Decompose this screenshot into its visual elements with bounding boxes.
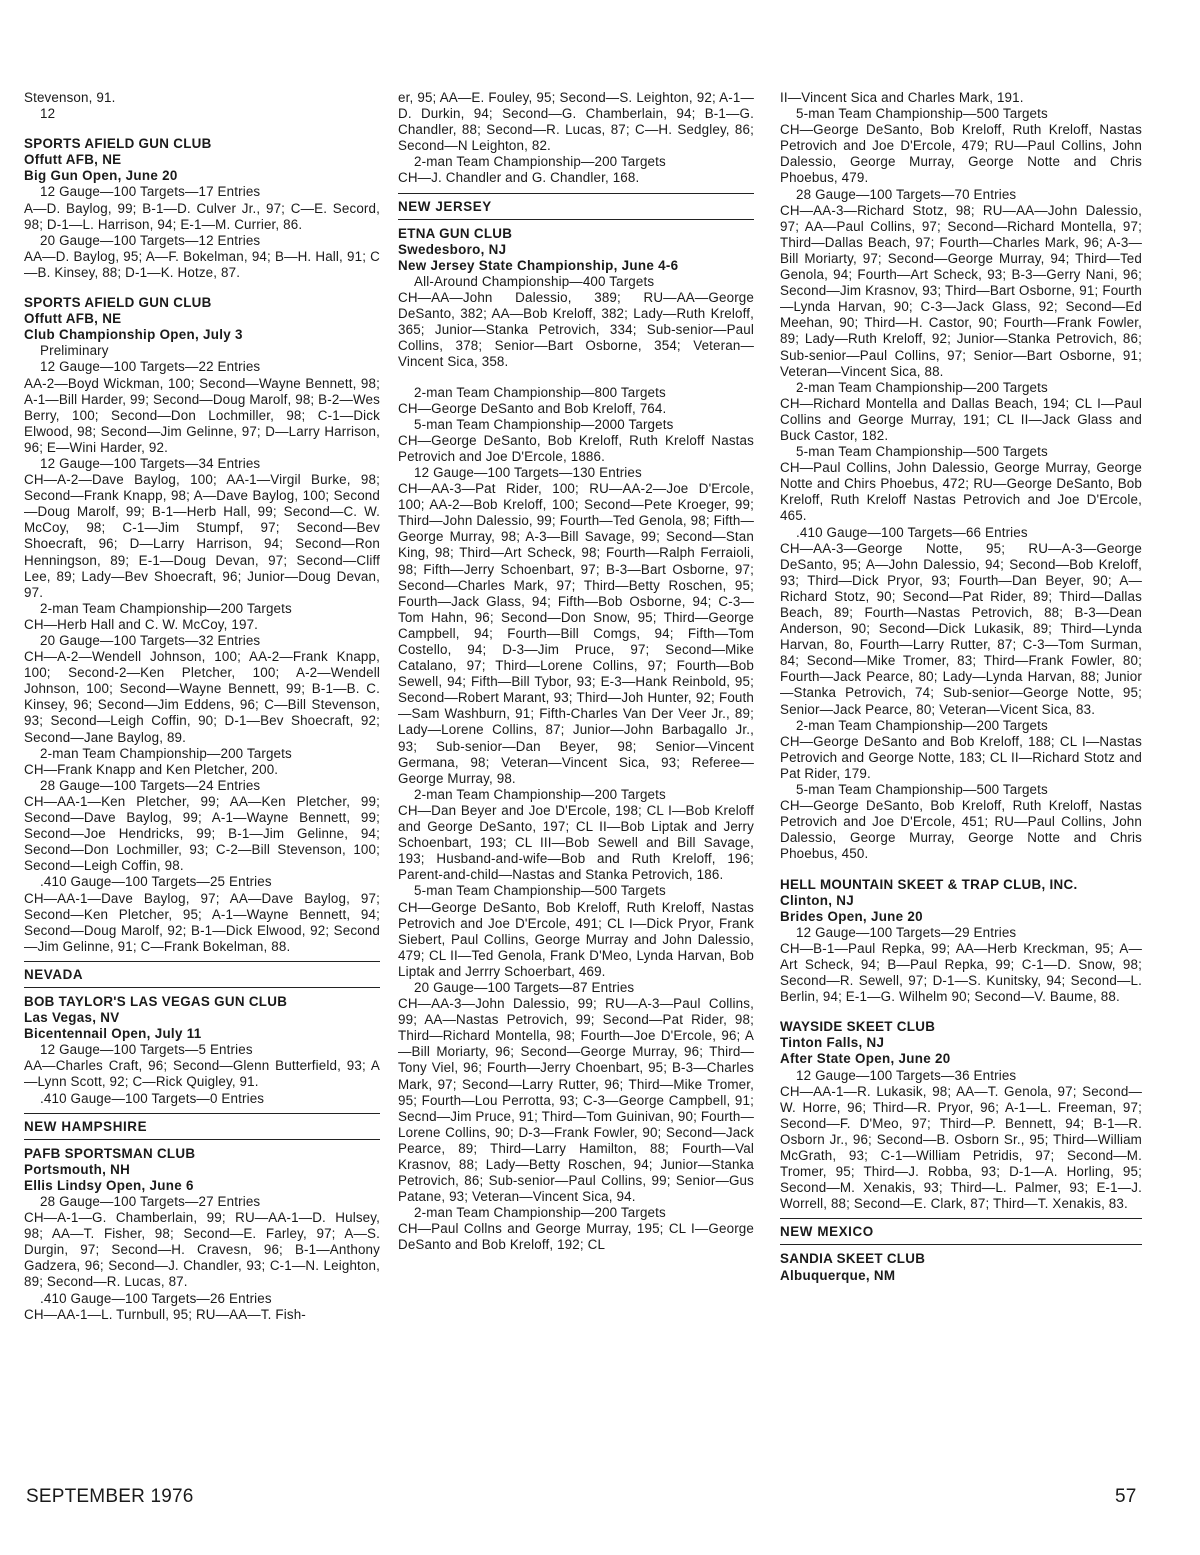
event-line: 5-man Team Championship—500 Targets bbox=[414, 883, 666, 899]
club-heading: Club Championship Open, July 3 bbox=[24, 327, 243, 343]
result-paragraph: CH—Paul Collins, John Dalessio, George Murray, George Notte and Chirs Phoebus, 472; RU—George DeSanto, Bob Kreloff, Ruth Kreloff Nastas Petrovich and Joe D'Ercole, 465. bbox=[780, 460, 1142, 524]
club-heading: WAYSIDE SKEET CLUB bbox=[780, 1019, 936, 1035]
event-line: 12 Gauge—100 Targets—34 Entries bbox=[40, 455, 261, 471]
result-paragraph: CH—AA-3—Richard Stotz, 98; RU—AA—John Dalessio, 97; AA—Paul Collins, 97; Second—Richard Montella, 97; Third—Dallas Beach, 97; Fourth—Charles Mark, 96; A-3—Bill Moriarty, 97; Second—George Murray, 94; Third—Ted Genola, 94; Fourth—Art Scheck, 93; B-3—Gerry Nani, 96; Second—Jim Krasnov, 93; Third—Bart Osborne, 91; Fourth—Lynda Harvan, 90; C-3—Jack Glass, 92; Second—Ed Meehan, 90; Third—H. Castor, 90; Fourth—Frank Fowler, 89; Lady—Ruth Kreloff, 92; Junior—Stanka Petrovich, 86; Sub-senior—Paul Collins, 97; Senior—Bart Osborne, 91; Veteran—Vincent Sica, 88. bbox=[780, 202, 1142, 379]
footer-date: SEPTEMBER 1976 bbox=[26, 1486, 194, 1507]
event-line: 12 Gauge—100 Targets—22 Entries bbox=[40, 359, 261, 375]
event-line: All-Around Championship—400 Targets bbox=[414, 273, 655, 289]
column-3 bbox=[780, 90, 1142, 1284]
club-heading: Clinton, NJ bbox=[780, 892, 854, 908]
result-paragraph: CH—AA-3—George Notte, 95; RU—A-3—George DeSanto, 95; A—John Dalessio, 94; Second—Bob Kreloff, 93; Third—Dick Pryor, 93; Fourth—Dan Beyer, 90; A—Richard Stotz, 90; Second—Pat Rider, 89; Third—Dallas Beach, 89; Fourth—Nastas Petrovich, 88; B-3—Dean Anderson, 90; Second—Dick Lukasik, 89; Third—Lynda Harvan, 8о, Fourth—Larry Rutter, 87; C-3—Tom Surman, 84; Second—Mike Tromer, 83; Third—Frank Fowler, 80; Fourth—Jack Pearce, 80; Lady—Lynda Harvan, 88; Junior—Stanka Petrovich, 74; Sub-senior—George Notte, 95; Senior—Jack Pearce, 80; Veteran—Vicent Sica, 83. bbox=[780, 540, 1142, 717]
result-paragraph: CH—AA—John Dalessio, 389; RU—AA—George DeSanto, 382; AA—Bob Kreloff, 382; Lady—Ruth Kreloff, 365; Junior—Stanka Petrovich, 334; Sub-senior—Paul Collins, 378; Senior—Bart Osborne, 354; Veteran—Vincent Sica, 358. bbox=[398, 290, 754, 370]
event-line: 28 Gauge—100 Targets—70 Entries bbox=[796, 186, 1017, 202]
result-paragraph: A—D. Baylog, 99; B-1—D. Culver Jr., 97; C—E. Secord, 98; D-1—L. Harrison, 94; E-1—M. Currier, 86. bbox=[24, 200, 380, 232]
result-paragraph: AA—D. Baylog, 95; A—F. Bokelman, 94; B—H. Hall, 91; C—B. Kinsey, 88; D-1—K. Hotze, 87. bbox=[24, 248, 380, 280]
event-line: 12 Gauge—100 Targets—29 Entries bbox=[796, 924, 1017, 940]
event-line: 2-man Team Championship—200 Targets bbox=[414, 786, 666, 802]
column-1 bbox=[24, 90, 380, 1323]
club-heading: Bicentennail Open, July 11 bbox=[24, 1026, 202, 1042]
event-line: .410 Gauge—100 Targets—25 Entries bbox=[40, 874, 272, 890]
club-heading: SPORTS AFIELD GUN CLUB bbox=[24, 295, 212, 311]
club-heading: Swedesboro, NJ bbox=[398, 241, 507, 257]
club-heading: PAFB SPORTSMAN CLUB bbox=[24, 1145, 196, 1161]
event-line: 2-man Team Championship—200 Targets bbox=[796, 717, 1048, 733]
result-paragraph: CH—George DeSanto and Bob Kreloff, 188; CL I—Nastas Petrovich and George Notte, 183; CL II—Richard Stotz and Pat Rider, 179. bbox=[780, 733, 1142, 781]
club-heading: New Jersey State Championship, June 4-6 bbox=[398, 257, 679, 273]
club-heading: BOB TAYLOR'S LAS VEGAS GUN CLUB bbox=[24, 993, 288, 1009]
club-heading: Big Gun Open, June 20 bbox=[24, 168, 178, 184]
event-line: .410 Gauge—100 Targets—26 Entries bbox=[40, 1290, 272, 1306]
result-paragraph: Stevenson, 91. bbox=[24, 90, 116, 105]
result-paragraph: CH—AA-3—Pat Rider, 100; RU—AA-2—Joe D'Ercole, 100; AA-2—Bob Kreloff, 100; Second—Pete Kroeger, 99; Third—John Dalessio, 99; Fourth—Ted Genola, 98; Fifth—George Murray, 98; A-3—Bill Savage, 99; Second—Stan King, 98; Third—Art Scheck, 98; Fourth—Ralph Ferraioli, 98; Fifth—Jerry Schoenbart, 97; B-3—Bart Osborne, 97; Second—Charles Mark, 97; Third—Betty Roschen, 95; Fourth—Jack Glass, 94; Fifth—Bob Osborne, 94; C-3—Tom Hahn, 96; Second—Don Snow, 95; Third—George Campbell, 94; Fourth—Bill Comgs, 94; Fifth—Tom Costello, 94; D-3—Jim Pruce, 97; Second—Mike Catalano, 97; Third—Lorene Collins, 97; Fourth—Bob Sewell, 94; Fifth—Bill Tybor, 93; E-3—Hank Reinbold, 95; Second—Robert Marant, 93; Third—Joh Hunter, 92; Fouth—Sam Washburn, 91; Fifth-Charles Van Der Veer Jr., 89; Lady—Lorene Collins, 87; Junior—John Barbagallo Jr., 93; Sub-senior—Dan Beyer, 98; Senior—Vincent Germana, 98; Veteran—Vincent Sica, 93; Referee—George Murray, 98. bbox=[398, 481, 754, 786]
result-paragraph: CH—Frank Knapp and Ken Pletcher, 200. bbox=[24, 761, 279, 777]
spacer bbox=[398, 371, 754, 385]
club-heading: SANDIA SKEET CLUB bbox=[780, 1251, 926, 1267]
event-line: 12 Gauge—100 Targets—36 Entries bbox=[796, 1067, 1017, 1083]
event-line: 5-man Team Championship—500 Targets bbox=[796, 782, 1048, 798]
state-heading: NEW JERSEY bbox=[398, 193, 754, 220]
result-paragraph: CH—A-2—Wendell Johnson, 100; AA-2—Frank Knapp, 100; Second-2—Ken Pletcher, 100; A-2—Wendell Johnson, 100; Second—Wayne Bennett, 99; B-1—B. C. Kinsey, 96; Second—Jim Eddens, 96; C—Bill Stevenson, 93; Second—Leigh Coffin, 90; D-1—Bev Shoecraft, 92; Second—Jane Baylog, 89. bbox=[24, 649, 380, 745]
result-paragraph: CH—Paul Collns and George Murray, 195; CL I—George DeSanto and Bob Kreloff, 192; CL bbox=[398, 1221, 754, 1253]
result-paragraph: CH—Herb Hall and C. W. McCoy, 197. bbox=[24, 616, 259, 632]
result-paragraph: CH—J. Chandler and G. Chandler, 168. bbox=[398, 170, 640, 186]
result-paragraph: CH—George DeSanto, Bob Kreloff, Ruth Kreloff Nastas Petrovich and Joe D'Ercole, 1886. bbox=[398, 432, 754, 464]
event-line: 12 bbox=[40, 106, 56, 122]
result-paragraph: CH—George DeSanto and Bob Kreloff, 764. bbox=[398, 400, 667, 416]
event-line: .410 Gauge—100 Targets—66 Entries bbox=[796, 524, 1028, 540]
event-line: 12 Gauge—100 Targets—5 Entries bbox=[40, 1042, 253, 1058]
result-paragraph: AA-2—Boyd Wickman, 100; Second—Wayne Bennett, 98; A-1—Bill Harder, 99; Second—Doug Marolf, 98; B-2—Wes Berry, 100; Second—Don Lochmiller, 98; C-1—Dick Elwood, 98; Second—Jim Gelinne, 97; D—Larry Harrison, 96; E—Wini Harder, 92. bbox=[24, 375, 380, 455]
event-line: 2-man Team Championship—200 Targets bbox=[40, 745, 292, 761]
state-heading: NEVADA bbox=[24, 961, 380, 988]
event-line: 5-man Team Championship—500 Targets bbox=[796, 106, 1048, 122]
club-heading: Portsmouth, NH bbox=[24, 1161, 131, 1177]
event-line: 2-man Team Championship—200 Targets bbox=[414, 154, 666, 170]
event-line: 12 Gauge—100 Targets—130 Entries bbox=[414, 464, 642, 480]
result-paragraph: CH—A-1—G. Chamberlain, 99; RU—AA-1—D. Hulsey, 98; AA—T. Fisher, 98; Second—E. Farley, 97; A—S. Durgin, 97; Second—H. Cravesn, 96; B-1—Anthony Gadzera, 96; Second—J. Chandler, 93; C-1—N. Leighton, 89; Second—R. Lucas, 87. bbox=[24, 1210, 380, 1290]
event-line: 5-man Team Championship—500 Targets bbox=[796, 444, 1048, 460]
club-heading: Offutt AFB, NE bbox=[24, 152, 122, 168]
event-line: .410 Gauge—100 Targets—0 Entries bbox=[40, 1090, 265, 1106]
result-paragraph: CH—B-1—Paul Repka, 99; AA—Herb Kreckman, 95; A—Art Scheck, 94; B—Paul Repka, 99; C-1—D. Snow, 98; Second—R. Sewell, 97; D-1—S. Kunitsky, 94; Second—L. Berlin, 94; E-1—G. Wilhelm 90; Second—V. Baume, 88. bbox=[780, 940, 1142, 1005]
result-paragraph: AA—Charles Craft, 96; Second—Glenn Butterfield, 93; A—Lynn Scott, 92; C—Rick Quigley, 91. bbox=[24, 1058, 380, 1090]
event-line: 28 Gauge—100 Targets—24 Entries bbox=[40, 777, 261, 793]
event-line: 20 Gauge—100 Targets—32 Entries bbox=[40, 633, 261, 648]
club-heading: Las Vegas, NV bbox=[24, 1010, 120, 1026]
result-paragraph: II—Vincent Sica and Charles Mark, 191. bbox=[780, 90, 1024, 105]
event-line: 2-man Team Championship—200 Targets bbox=[414, 1205, 666, 1221]
result-paragraph: CH—AA-1—R. Lukasik, 98; AA—T. Genola, 97; Second—W. Horre, 96; Third—R. Pryor, 96; A-1—L. Freeman, 97; Second—F. D'Meo, 97; Third—P. Bennett, 94; B-1—R. Osborn Jr., 96; Second—B. Osborn Sr., 95; Third—William McGrath, 93; C-1—William Petridis, 97; Second—M. Tromer, 95; Third—J. Robba, 93; D-1—A. Horling, 95; Second—M. Xenakis, 93; Third—L. Palmer, 93; E-1—J. Worrell, 88; Second—E. Clark, 87; Third—T. Xenakis, 83. bbox=[780, 1083, 1142, 1212]
club-heading: ETNA GUN CLUB bbox=[398, 225, 513, 241]
result-paragraph: er, 95; AA—E. Fouley, 95; Second—S. Leighton, 92; A-1—D. Durkin, 94; Second—G. Chamberlain, 94; B-1—G. Chandler, 88; Second—R. Lucas, 87; C—H. Sedgley, 86; Second—N Leighton, 82. bbox=[398, 90, 754, 154]
club-heading: Tinton Falls, NJ bbox=[780, 1035, 885, 1051]
page-number: 57 bbox=[1115, 1486, 1137, 1507]
state-heading: NEW MEXICO bbox=[780, 1218, 1142, 1245]
state-heading: NEW HAMPSHIRE bbox=[24, 1113, 380, 1140]
club-heading: Albuquerque, NM bbox=[780, 1267, 896, 1283]
event-line: Preliminary bbox=[40, 343, 109, 359]
event-line: 28 Gauge—100 Targets—27 Entries bbox=[40, 1194, 261, 1209]
event-line: 20 Gauge—100 Targets—87 Entries bbox=[414, 979, 635, 995]
result-paragraph: CH—AA-1—L. Turnbull, 95; RU—AA—T. Fish- bbox=[24, 1306, 306, 1322]
club-heading: Offutt AFB, NE bbox=[24, 311, 122, 327]
club-heading: SPORTS AFIELD GUN CLUB bbox=[24, 136, 212, 152]
club-heading: Ellis Lindsy Open, June 6 bbox=[24, 1177, 194, 1193]
result-paragraph: CH—George DeSanto, Bob Kreloff, Ruth Kreloff, Nastas Petrovich and Joe D'Ercole, 491; CL I—Dick Pryor, Frank Siebert, Paul Collins, George Murray and John Dalessio, 479; CL II—Ted Genola, Frank D'Meo, Lynda Harvan, Bob Liptak and Jerrry Schoerbart, 469. bbox=[398, 899, 754, 979]
result-paragraph: CH—George DeSanto, Bob Kreloff, Ruth Kreloff, Nastas Petrovich and Joe D'Ercole, 451; RU—Paul Collins, John Dalessio, George Murray, George Notte and Chris Phoebus, 450. bbox=[780, 798, 1142, 862]
result-paragraph: CH—AA-3—John Dalessio, 99; RU—A-3—Paul Collins, 99; AA—Nastas Petrovich, 99; Second—Pat Rider, 98; Third—Richard Montella, 98; Fourth—Joe D'Ercole, 96; A—Bill Moriarty, 96; Second—George Murray, 96; Third—Tony Viel, 96; Fourth—Jerry Choenbart, 95; B-3—Charles Mark, 97; Second—Larry Rutter, 96; Third—Mike Tromer, 95; Fourth—Lou Perrotta, 93; C-3—George Campbell, 91; Secnd—Jim Pruce, 91; Third—Tom Guinivan, 90; Fourth—Lorene Collins, 90; D-3—Frank Fowler, 90; Second—Jack Pearce, 89; Third—Larry Hamilton, 88; Fourth—Val Krasnov, 88; Lady—Betty Roschen, 94; Junior—Stanka Petrovich, 86; Sub-senior—Paul Collins, 99; Senior—Gus Patane, 93; Veteran—Vincent Sica, 94. bbox=[398, 996, 754, 1205]
result-paragraph: CH—Dan Beyer and Joe D'Ercole, 198; CL I—Bob Kreloff and George DeSanto, 197; CL II—Bob Liptak and Jerry Schoenbart, 193; CL III—Bob Sewell and Bill Savage, 193; Husband-and-wife—Bob and Ruth Kreloff, 196; Parent-and-child—Nastas and Stanka Petrovich, 186. bbox=[398, 802, 754, 883]
result-paragraph: CH—AA-1—Dave Baylog, 97; AA—Dave Baylog, 97; Second—Ken Pletcher, 95; A-1—Wayne Bennett, 94; Second—Doug Marolf, 92; B-1—Dick Elwood, 92; Second—Jim Gelinne, 91; C—Frank Bokelman, 88. bbox=[24, 890, 380, 954]
club-heading: HELL MOUNTAIN SKEET & TRAP CLUB, INC. bbox=[780, 876, 1078, 892]
event-line: 5-man Team Championship—2000 Targets bbox=[414, 416, 674, 432]
result-paragraph: CH—Richard Montella and Dallas Beach, 194; CL I—Paul Collins and George Murray, 191; CL II—Jack Glass and Buck Castor, 182. bbox=[780, 395, 1142, 443]
result-paragraph: CH—George DeSanto, Bob Kreloff, Ruth Kreloff, Nastas Petrovich and Joe D'Ercole, 479; RU—Paul Collins, John Dalessio, George Murray, George Notte and Chris Phoebus, 479. bbox=[780, 122, 1142, 186]
club-heading: Brides Open, June 20 bbox=[780, 908, 923, 924]
column-2 bbox=[398, 90, 754, 1254]
event-line: 2-man Team Championship—200 Targets bbox=[796, 379, 1048, 395]
event-line: 12 Gauge—100 Targets—17 Entries bbox=[40, 184, 261, 200]
event-line: 2-man Team Championship—800 Targets bbox=[414, 384, 666, 400]
event-line: 20 Gauge—100 Targets—12 Entries bbox=[40, 232, 261, 248]
club-heading: After State Open, June 20 bbox=[780, 1051, 951, 1067]
event-line: 2-man Team Championship—200 Targets bbox=[40, 600, 292, 616]
result-paragraph: CH—AA-1—Ken Pletcher, 99; AA—Ken Pletcher, 99; Second—Dave Baylog, 99; A-1—Wayne Bennett, 99; Second—Joe Hendricks, 99; B-1—Jim Gelinne, 94; Second—Don Lochmiller, 93; C-2—Bill Stevenson, 100; Second—Leigh Coffin, 98. bbox=[24, 793, 380, 874]
result-paragraph: CH—A-2—Dave Baylog, 100; AA-1—Virgil Burke, 98; Second—Frank Knapp, 98; A—Dave Baylog, 100; Second—Doug Marolf, 99; B-1—Herb Hall, 99; Second—C. W. McCoy, 98; C-1—Jim Stumpf, 97; Second—Bev Shoecraft, 96; D—Larry Harrison, 94; Second—Ron Henningson, 89; E-1—Doug Devan, 97; Second—Cliff Lee, 89; Lady—Bev Shoecraft, 96; Junior—Doug Devan, 97. bbox=[24, 472, 380, 600]
